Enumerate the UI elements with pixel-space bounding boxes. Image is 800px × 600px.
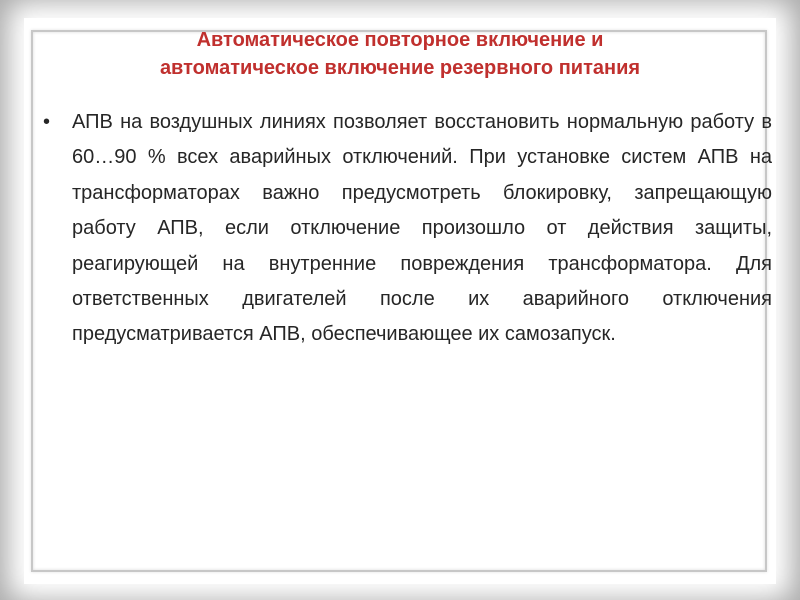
slide (24, 18, 776, 584)
slide-title-line-1: Автоматическое повторное включение и (196, 29, 604, 51)
bullet-item (40, 105, 772, 353)
bullet-list (40, 105, 772, 353)
slide-title-line-2: автоматическое включение резервного питания (159, 57, 641, 79)
bullet-text: АПВ на воздушных линиях позволяет восстановить нормальную работу в 60…90 % всех аварийных отключений. При установке систем АПВ на трансформаторах важно предусмотреть блокировку, запрещающую работу АПВ, если отключение произошло от действия защиты, реагирующей на внутренние повреждения трансформатора. Для ответственных двигателей после их аварийного отключения предусматривается АПВ, обеспечивающее их самозапуск. (72, 111, 772, 346)
slide-title (24, 26, 776, 82)
bullet-icon: • (43, 111, 51, 133)
